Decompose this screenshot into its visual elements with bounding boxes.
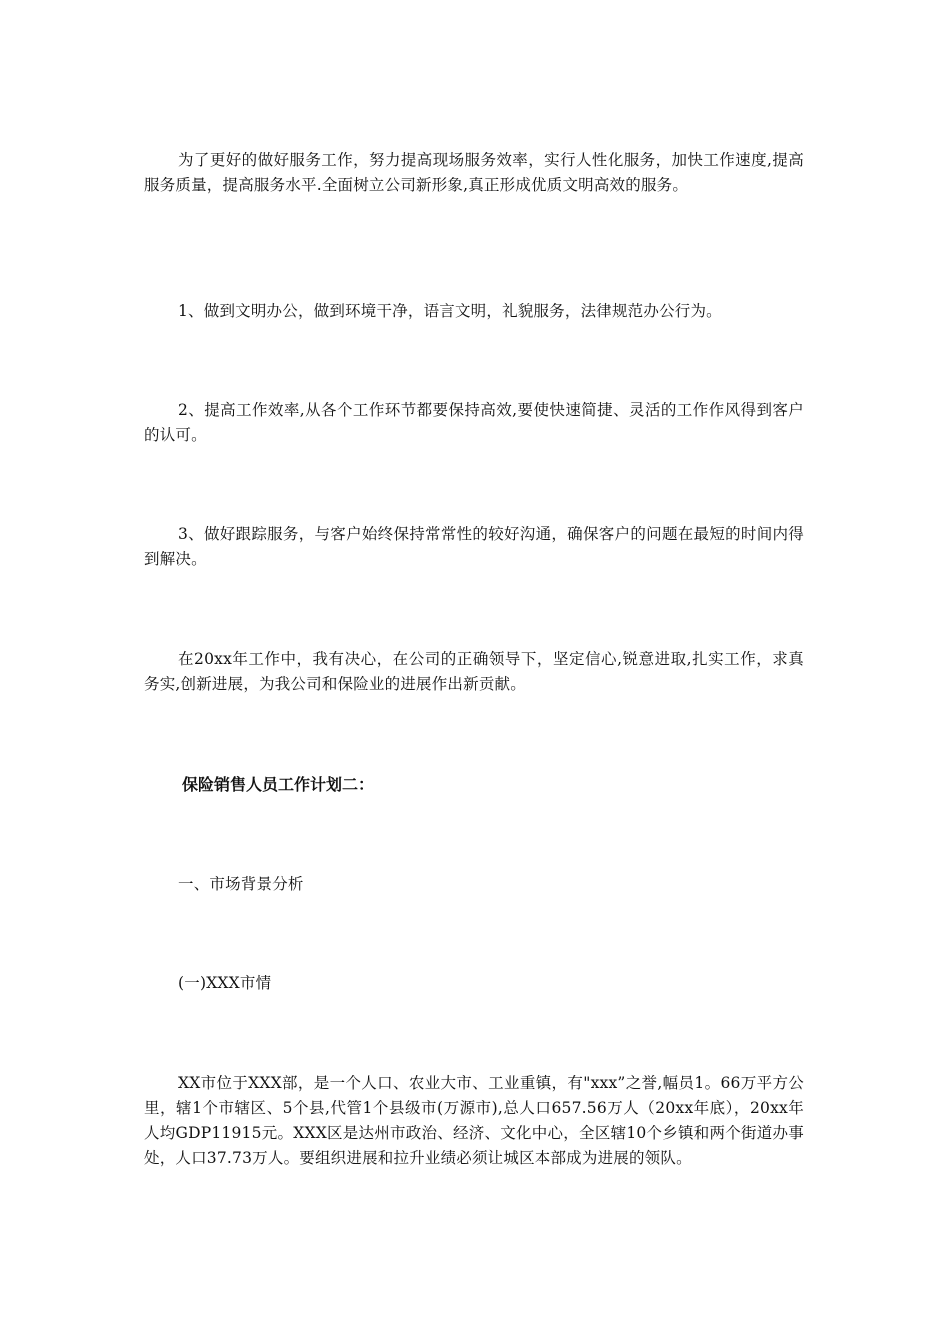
service-item-3: 3、做好跟踪服务，与客户始终保持常常性的较好沟通，确保客户的问题在最短的时间内得到解决。 — [144, 525, 804, 568]
subheading-market-analysis: 一、市场背景分析 — [178, 875, 304, 893]
service-item-2: 2、提高工作效率,从各个工作环节都要保持高效,要使快速简捷、灵活的工作作风得到客户的认可。 — [144, 401, 804, 444]
intro-paragraph: 为了更好的做好服务工作，努力提高现场服务效率，实行人性化服务，加快工作速度,提高服务质量，提高服务水平.全面树立公司新形象,真正形成优质文明高效的服务。 — [144, 151, 804, 194]
city-description-paragraph: XX市位于XXX部，是一个人口、农业大市、工业重镇，有"xxx”之誉,幅员1。66万平方公里，辖1个市辖区、5个县,代管1个县级市(万源市),总人口657.56万人（20xx年底），20xx年人均GDP11915元。XXX区是达州市政治、经济、文化中心，全区辖10个乡镇和两个街道办事处，人口37.73万人。要组织进展和拉升业绩必须让城区本部成为进展的领队。 — [144, 1074, 804, 1167]
service-item-1: 1、做到文明办公，做到环境干净，语言文明，礼貌服务，法律规范办公行为。 — [178, 302, 722, 320]
subheading-city-info: (一)XXX市情 — [178, 974, 272, 992]
section-heading: 保险销售人员工作计划二： — [182, 775, 375, 794]
resolution-paragraph: 在20xx年工作中，我有决心，在公司的正确领导下，坚定信心,锐意进取,扎实工作，求真务实,创新进展，为我公司和保险业的进展作出新贡献。 — [144, 650, 804, 693]
